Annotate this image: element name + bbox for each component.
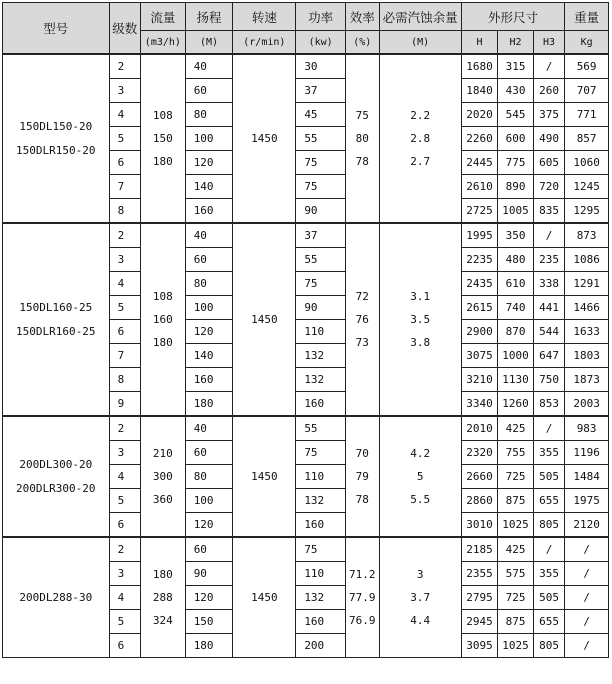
h3-cell: 805 [533,513,564,538]
flow-value: 160 [152,313,173,326]
head-cell: 180 [185,634,233,658]
h2-cell: 725 [498,586,534,610]
power-cell: 75 [296,441,346,465]
head-cell: 100 [185,489,233,513]
stages-cell: 4 [109,272,140,296]
h3-cell: / [533,416,564,441]
stages-cell: 4 [109,465,140,489]
head-cell: 90 [185,562,233,586]
h-cell: 2260 [461,127,498,151]
stages-cell: 2 [109,54,140,79]
stages-cell: 8 [109,368,140,392]
npsh-value: 5 [416,470,424,483]
stages-cell: 5 [109,610,140,634]
head-cell: 60 [185,537,233,562]
efficiency-value: 78 [355,493,369,506]
weight-cell: / [565,537,609,562]
weight-cell: / [565,634,609,658]
flow-unit: (m3/h) [141,31,186,55]
power-unit: (kw) [296,31,346,55]
flow-value: 324 [152,614,173,627]
npsh-header: 必需汽蚀余量 [379,3,461,31]
stages-cell: 9 [109,392,140,417]
h-cell: 2615 [461,296,498,320]
weight-cell: 2120 [565,513,609,538]
efficiency-unit: (%) [346,31,379,55]
weight-cell: 857 [565,127,609,151]
head-cell: 120 [185,320,233,344]
power-cell: 110 [296,320,346,344]
h2-cell: 430 [498,79,534,103]
head-cell: 60 [185,248,233,272]
efficiency-value: 70 [355,447,369,460]
model-cell [3,223,110,416]
flow-cell [141,537,186,658]
power-cell: 90 [296,199,346,224]
weight-cell: 1975 [565,489,609,513]
stages-cell: 3 [109,562,140,586]
h2-cell: 875 [498,489,534,513]
efficiency-value: 77.9 [349,591,376,604]
h3-cell: 235 [533,248,564,272]
model-cell [3,416,110,537]
head-cell: 60 [185,441,233,465]
h-cell: 1995 [461,223,498,248]
h3-cell: 490 [533,127,564,151]
h2-cell: 1025 [498,634,534,658]
h2-cell: 610 [498,272,534,296]
h2-cell: 755 [498,441,534,465]
weight-cell: 707 [565,79,609,103]
h3-cell: 260 [533,79,564,103]
power-cell: 75 [296,272,346,296]
power-cell: 55 [296,127,346,151]
h2-cell: 875 [498,610,534,634]
power-cell: 75 [296,151,346,175]
weight-unit: Kg [565,31,609,55]
h3-cell: / [533,537,564,562]
speed-cell: 1450 [233,54,296,223]
h-cell: 3095 [461,634,498,658]
flow-value: 180 [152,155,173,168]
stages-cell: 5 [109,489,140,513]
speed-header: 转速 [233,3,296,31]
efficiency-value: 78 [355,155,369,168]
npsh-value: 2.8 [410,132,431,145]
flow-value: 108 [152,290,173,303]
power-cell: 37 [296,223,346,248]
h-cell: 2900 [461,320,498,344]
flow-header: 流量 [141,3,186,31]
h3-cell: 853 [533,392,564,417]
head-cell: 40 [185,54,233,79]
weight-cell: 1873 [565,368,609,392]
npsh-value: 3.5 [410,313,431,326]
model-name: 150DLR160-25 [16,324,96,338]
head-cell: 40 [185,223,233,248]
power-cell: 132 [296,344,346,368]
efficiency-header: 效率 [346,3,379,31]
h-cell: 2725 [461,199,498,224]
h3-cell: 835 [533,199,564,224]
npsh-cell [379,223,461,416]
table-row [3,416,609,441]
h2-cell: 425 [498,416,534,441]
weight-cell: 2003 [565,392,609,417]
h-cell: 1680 [461,54,498,79]
h-cell: 3210 [461,368,498,392]
npsh-value: 5.5 [410,493,431,506]
head-header: 扬程 [185,3,233,31]
weight-cell: / [565,562,609,586]
power-cell: 30 [296,54,346,79]
stages-cell: 6 [109,513,140,538]
head-cell: 120 [185,513,233,538]
h2-cell: 1130 [498,368,534,392]
npsh-value: 3.7 [410,591,431,604]
npsh-value: 3.8 [410,336,431,349]
h3-cell: / [533,223,564,248]
efficiency-value: 76 [355,313,369,326]
power-cell: 160 [296,513,346,538]
h3-cell: 805 [533,634,564,658]
h2-cell: 1260 [498,392,534,417]
table-row [3,537,609,562]
efficiency-value: 80 [355,132,369,145]
h-cell: 2945 [461,610,498,634]
h3-cell: / [533,54,564,79]
h2-cell: 315 [498,54,534,79]
stages-cell: 5 [109,296,140,320]
power-cell: 110 [296,562,346,586]
flow-value: 180 [152,336,173,349]
stages-cell: 4 [109,103,140,127]
h3-cell: 441 [533,296,564,320]
power-cell: 132 [296,368,346,392]
weight-cell: 1086 [565,248,609,272]
h2-cell: 1025 [498,513,534,538]
power-cell: 90 [296,296,346,320]
model-cell [3,54,110,223]
weight-header: 重量 [565,3,609,31]
flow-value: 210 [152,447,173,460]
head-cell: 120 [185,586,233,610]
flow-value: 180 [152,568,173,581]
h-cell: 2610 [461,175,498,199]
npsh-cell [379,537,461,658]
stages-cell: 6 [109,634,140,658]
power-cell: 75 [296,175,346,199]
h3-cell: 505 [533,465,564,489]
h-cell: 2860 [461,489,498,513]
npsh-value: 4.4 [410,614,431,627]
stages-cell: 4 [109,586,140,610]
h-cell: 3075 [461,344,498,368]
h-cell: 2010 [461,416,498,441]
npsh-cell [379,416,461,537]
h2-cell: 545 [498,103,534,127]
efficiency-cell [346,223,379,416]
efficiency-value: 73 [355,336,369,349]
efficiency-cell [346,537,379,658]
stages-cell: 3 [109,79,140,103]
head-cell: 120 [185,151,233,175]
power-cell: 55 [296,248,346,272]
weight-cell: 873 [565,223,609,248]
stages-cell: 6 [109,320,140,344]
h2-unit: H2 [498,31,534,55]
flow-cell [141,54,186,223]
h3-cell: 375 [533,103,564,127]
model-name: 150DL150-20 [19,119,93,133]
stages-cell: 2 [109,416,140,441]
stages-cell: 5 [109,127,140,151]
power-cell: 55 [296,416,346,441]
h-cell: 2445 [461,151,498,175]
power-cell: 37 [296,79,346,103]
power-cell: 132 [296,586,346,610]
flow-value: 150 [152,132,173,145]
npsh-value: 2.7 [410,155,431,168]
head-cell: 160 [185,199,233,224]
flow-value: 288 [152,591,173,604]
efficiency-cell [346,416,379,537]
stages-cell: 3 [109,248,140,272]
h3-cell: 355 [533,441,564,465]
weight-cell: 1484 [565,465,609,489]
header-row [3,3,609,31]
head-cell: 80 [185,103,233,127]
npsh-value: 2.2 [410,109,431,122]
efficiency-value: 75 [355,109,369,122]
h3-cell: 355 [533,562,564,586]
h2-cell: 1005 [498,199,534,224]
weight-cell: / [565,610,609,634]
table-row [3,54,609,79]
head-cell: 60 [185,79,233,103]
head-cell: 100 [185,127,233,151]
model-name: 200DLR300-20 [16,481,96,495]
flow-value: 108 [152,109,173,122]
npsh-cell [379,54,461,223]
weight-cell: 569 [565,54,609,79]
npsh-unit: (M) [379,31,461,55]
table-body [3,3,609,658]
weight-cell: 983 [565,416,609,441]
weight-cell: 1466 [565,296,609,320]
h-cell: 3010 [461,513,498,538]
power-cell: 160 [296,610,346,634]
speed-cell: 1450 [233,537,296,658]
h-cell: 2660 [461,465,498,489]
h-cell: 2320 [461,441,498,465]
power-cell: 75 [296,537,346,562]
power-header: 功率 [296,3,346,31]
weight-cell: 1295 [565,199,609,224]
npsh-value: 3 [416,568,424,581]
efficiency-value: 79 [355,470,369,483]
h2-cell: 425 [498,537,534,562]
stages-cell: 7 [109,175,140,199]
h-cell: 2435 [461,272,498,296]
flow-cell [141,223,186,416]
head-cell: 140 [185,344,233,368]
h2-cell: 740 [498,296,534,320]
model-cell [3,537,110,658]
weight-cell: 1633 [565,320,609,344]
efficiency-value: 76.9 [349,614,376,627]
speed-cell: 1450 [233,416,296,537]
h2-cell: 600 [498,127,534,151]
model-name: 150DL160-25 [19,300,93,314]
power-cell: 132 [296,489,346,513]
table-row [3,223,609,248]
head-unit: (M) [185,31,233,55]
h2-cell: 480 [498,248,534,272]
h2-cell: 350 [498,223,534,248]
efficiency-value: 71.2 [349,568,376,581]
stages-cell: 3 [109,441,140,465]
head-cell: 140 [185,175,233,199]
head-cell: 160 [185,368,233,392]
pump-spec-table [2,2,609,658]
h-cell: 2355 [461,562,498,586]
npsh-value: 4.2 [410,447,431,460]
flow-cell [141,416,186,537]
h2-cell: 575 [498,562,534,586]
h2-cell: 775 [498,151,534,175]
model-name: 150DLR150-20 [16,143,96,157]
h2-cell: 890 [498,175,534,199]
head-cell: 150 [185,610,233,634]
stages-cell: 8 [109,199,140,224]
weight-cell: 1245 [565,175,609,199]
head-cell: 40 [185,416,233,441]
model-header: 型号 [3,3,110,55]
weight-cell: 1060 [565,151,609,175]
h3-cell: 647 [533,344,564,368]
h3-cell: 750 [533,368,564,392]
weight-cell: 1196 [565,441,609,465]
h2-cell: 870 [498,320,534,344]
speed-cell: 1450 [233,223,296,416]
h-cell: 2235 [461,248,498,272]
power-cell: 45 [296,103,346,127]
h3-cell: 655 [533,489,564,513]
h-unit: H [461,31,498,55]
stages-header: 级数 [109,3,140,55]
h3-cell: 544 [533,320,564,344]
efficiency-value: 72 [355,290,369,303]
h3-unit: H3 [533,31,564,55]
stages-cell: 2 [109,537,140,562]
npsh-value: 3.1 [410,290,431,303]
h-cell: 2185 [461,537,498,562]
speed-unit: (r/min) [233,31,296,55]
h-cell: 1840 [461,79,498,103]
power-cell: 160 [296,392,346,417]
head-cell: 80 [185,465,233,489]
h3-cell: 338 [533,272,564,296]
power-cell: 110 [296,465,346,489]
model-name: 200DL300-20 [19,457,93,471]
head-cell: 100 [185,296,233,320]
model-name: 200DL288-30 [19,590,93,604]
efficiency-cell [346,54,379,223]
dimensions-header: 外形尺寸 [461,3,565,31]
stages-cell: 7 [109,344,140,368]
flow-value: 360 [152,493,173,506]
power-cell: 200 [296,634,346,658]
weight-cell: 1803 [565,344,609,368]
h-cell: 2795 [461,586,498,610]
h3-cell: 605 [533,151,564,175]
h-cell: 3340 [461,392,498,417]
weight-cell: / [565,586,609,610]
h3-cell: 720 [533,175,564,199]
h2-cell: 1000 [498,344,534,368]
h-cell: 2020 [461,103,498,127]
h3-cell: 655 [533,610,564,634]
flow-value: 300 [152,470,173,483]
h3-cell: 505 [533,586,564,610]
stages-cell: 2 [109,223,140,248]
head-cell: 80 [185,272,233,296]
head-cell: 180 [185,392,233,417]
weight-cell: 771 [565,103,609,127]
weight-cell: 1291 [565,272,609,296]
stages-cell: 6 [109,151,140,175]
h2-cell: 725 [498,465,534,489]
